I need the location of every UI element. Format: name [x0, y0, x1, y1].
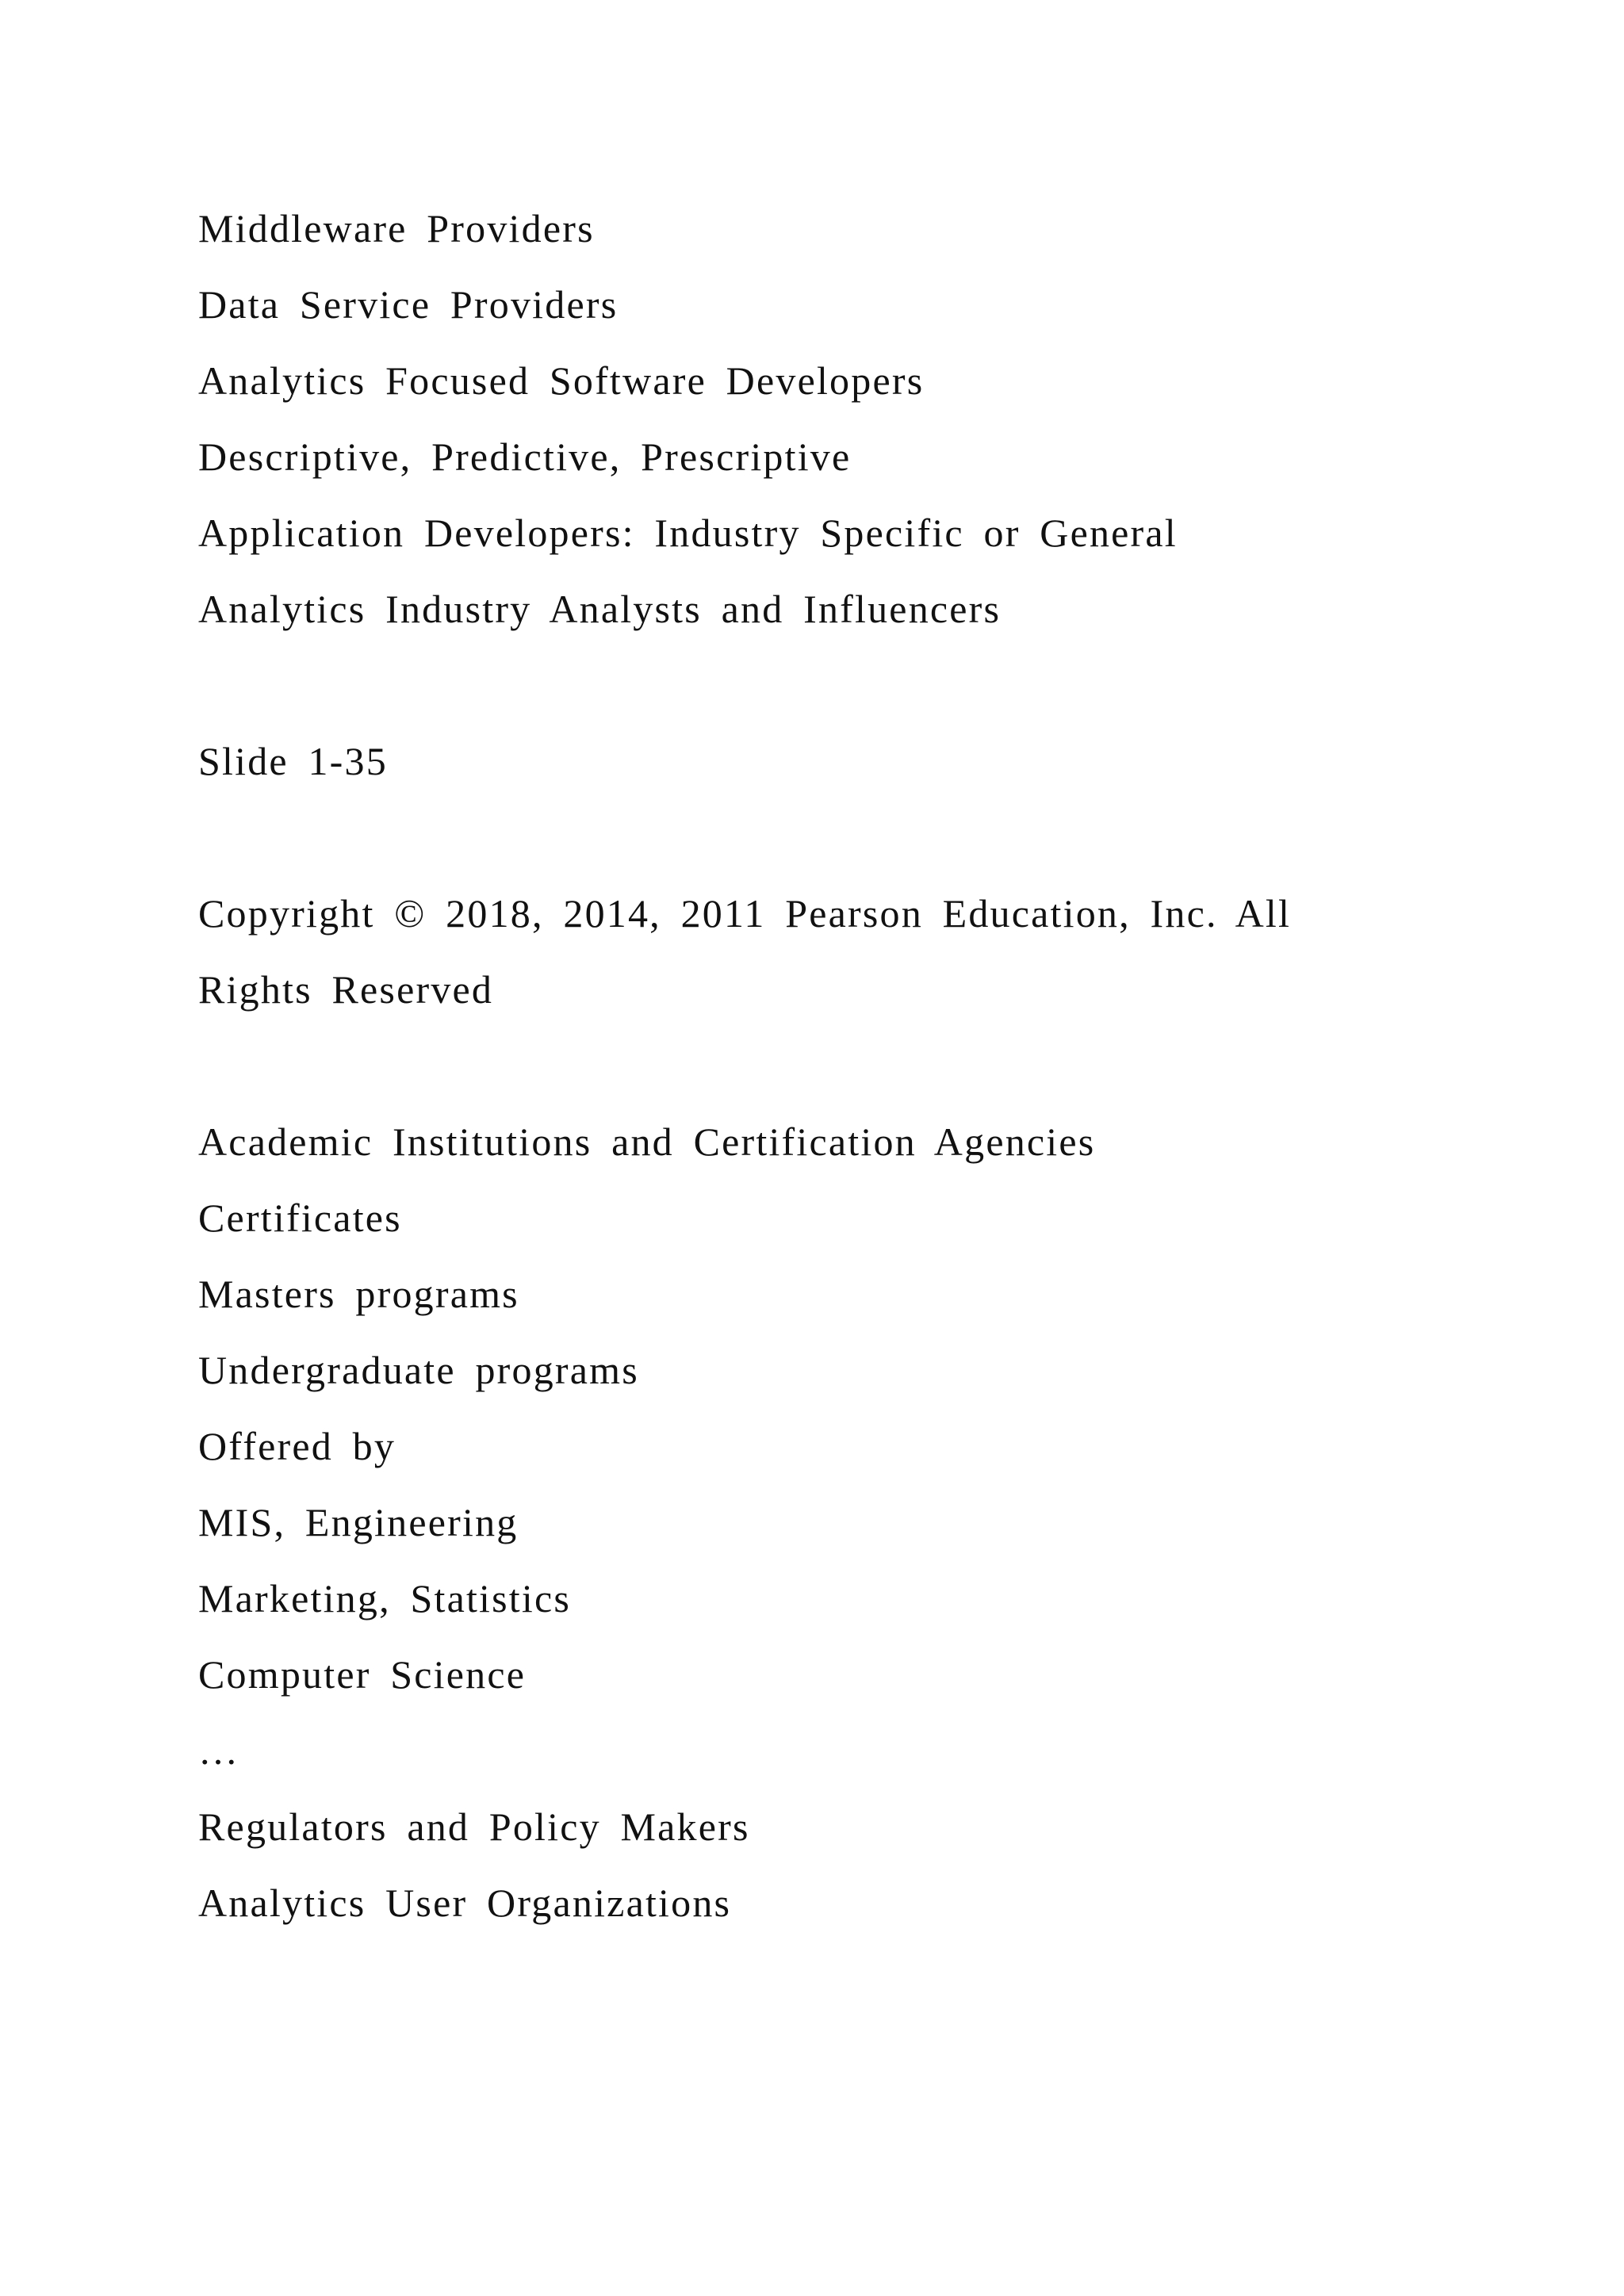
text-line: Analytics Industry Analysts and Influencers	[198, 587, 1002, 631]
text-line: Computer Science	[198, 1652, 527, 1697]
text-line: Middleware Providers	[198, 206, 595, 251]
document-text	[198, 190, 1546, 1941]
text-line: Regulators and Policy Makers	[198, 1804, 750, 1849]
text-line: Analytics User Organizations	[198, 1881, 732, 1925]
text-line: Marketing, Statistics	[198, 1576, 572, 1621]
text-line: Offered by	[198, 1424, 396, 1468]
text-line: Academic Institutions and Certification Agencies	[198, 1119, 1096, 1164]
ellipsis-line: …	[198, 1728, 240, 1773]
spacer	[198, 1027, 1546, 1104]
text-line: Descriptive, Predictive, Prescriptive	[198, 434, 852, 479]
text-line: Data Service Providers	[198, 282, 619, 327]
slide-number: Slide 1-35	[198, 739, 388, 783]
text-line: Masters programs	[198, 1272, 519, 1316]
copyright-line: Copyright © 2018, 2014, 2011 Pearson Education, Inc. All	[198, 891, 1292, 936]
text-line: MIS, Engineering	[198, 1500, 519, 1544]
spacer	[198, 647, 1546, 723]
text-line: Application Developers: Industry Specific or General	[198, 511, 1178, 555]
text-line: Certificates	[198, 1196, 402, 1240]
copyright-line: Rights Reserved	[198, 967, 494, 1012]
text-line: Analytics Focused Software Developers	[198, 358, 925, 403]
spacer	[198, 799, 1546, 875]
text-line: Undergraduate programs	[198, 1348, 639, 1392]
